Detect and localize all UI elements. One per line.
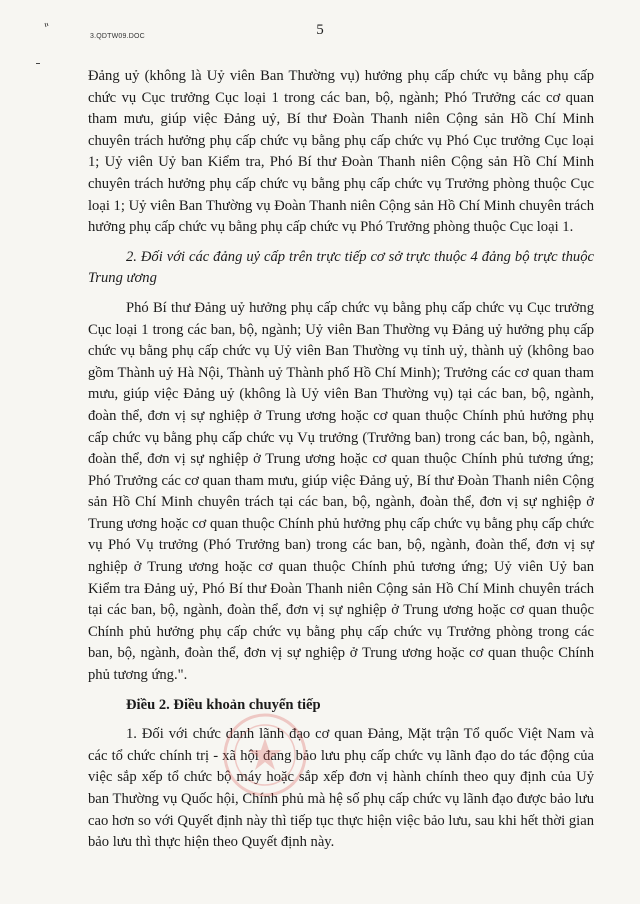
paragraph-continuation: Đảng uỷ (không là Uỷ viên Ban Thường vụ) hưởng phụ cấp chức vụ bằng phụ cấp chức vụ Cục trưởng Cục loại 1 trong các ban, bộ, ngành; Phó Trưởng các cơ quan tham mưu, giúp việc Đảng uỷ, Bí thư Đoàn Thanh niên Cộng sản Hồ Chí Minh chuyên trách hưởng phụ cấp chức vụ bằng phụ cấp chức vụ Phó Cục trưởng Cục loại 1; Uỷ viên Uỷ ban Kiểm tra, Phó Bí thư Đoàn Thanh niên Cộng sản Hồ Chí Minh chuyên trách hưởng phụ cấp chức vụ bằng phụ cấp chức vụ Trưởng phòng thuộc Cục loại 1; Uỷ viên Ban Thường vụ Đoàn Thanh niên Cộng sản Hồ Chí Minh chuyên trách hưởng phụ cấp chức vụ bằng phụ cấp chức vụ Phó Trưởng phòng thuộc Cục loại 1. — [88, 68, 594, 236]
section-2-subheading: 2. Đối với các đảng uỷ cấp trên trực tiếp cơ sở trực thuộc 4 đảng bộ trực thuộc Trung ương — [88, 248, 594, 287]
file-label: 3.QDTW09.DOC — [90, 33, 145, 40]
paragraph-section-2: Phó Bí thư Đảng uỷ hưởng phụ cấp chức vụ bằng phụ cấp chức vụ Cục trưởng Cục loại 1 trong các ban, bộ, ngành; Uỷ viên Ban Thường vụ Đảng uỷ hưởng phụ cấp chức vụ bằng phụ cấp chức vụ Uỷ viên Ban Thường vụ tỉnh uỷ, thành uỷ (không bao gồm Thành uỷ Hà Nội, Thành uỷ Thành phố Hồ Chí Minh); Trưởng các cơ quan tham mưu, giúp việc Đảng uỷ (không là Uỷ viên Ban Thường vụ) tại các ban, bộ, ngành, đoàn thể, đơn vị sự nghiệp ở Trung ương hoặc cơ quan thuộc Chính phủ hưởng phụ cấp chức vụ bằng phụ cấp chức vụ Vụ trưởng (Trưởng ban) trong các ban, bộ, ngành, đoàn thể, đơn vị sự nghiệp ở Trung ương hoặc cơ quan thuộc Chính phủ tương ứng; Phó Trưởng các cơ quan tham mưu, giúp việc Đảng uỷ, Bí thư Đoàn Thanh niên Cộng sản Hồ Chí Minh chuyên trách tại các ban, bộ, ngành, đoàn thể, đơn vị sự nghiệp ở Trung ương hoặc cơ quan thuộc Chính phủ hưởng phụ cấp chức vụ bằng phụ cấp chức vụ Phó Vụ trưởng (Phó Trưởng ban) trong các ban, bộ, ngành, đoàn thể, đơn vị sự nghiệp ở Trung ương hoặc cơ quan thuộc Chính phủ tương ứng; Uỷ viên Uỷ ban Kiểm tra Đảng uỷ, Phó Bí thư Đoàn Thanh niên Cộng sản Hồ Chí Minh chuyên trách tại các ban, bộ, ngành, đoàn thể, đơn vị sự nghiệp ở Trung ương hoặc cơ quan thuộc Chính phủ hưởng phụ cấp chức vụ bằng phụ cấp chức vụ Trưởng phòng trong các ban, bộ, ngành, đoàn thể, đơn vị sự nghiệp ở Trung ương hoặc cơ quan thuộc Chính phủ tương ứng.". — [88, 299, 594, 684]
paragraph-article-2-clause-1: 1. Đối với chức danh lãnh đạo cơ quan Đảng, Mặt trận Tổ quốc Việt Nam và các tổ chức chính trị - xã hội đang bảo lưu phụ cấp chức vụ lãnh đạo do tác động của việc sắp xếp tổ chức bộ máy hoặc sắp xếp đơn vị hành chính theo quy định của Uỷ ban Thường vụ Quốc hội, Chính phủ mà hệ số phụ cấp chức vụ lãnh đạo được bảo lưu cao hơn so với Quyết định này thì tiếp tục thực hiện việc bảo lưu, sau khi hết thời gian bảo lưu thì thực hiện theo Quyết định này. — [88, 726, 594, 851]
document-body — [88, 66, 594, 862]
article-2-heading: Điều 2. Điều khoản chuyển tiếp — [126, 696, 321, 713]
scan-mark — [44, 22, 49, 28]
page-number: 5 — [316, 22, 324, 38]
scan-dot — [36, 62, 40, 65]
